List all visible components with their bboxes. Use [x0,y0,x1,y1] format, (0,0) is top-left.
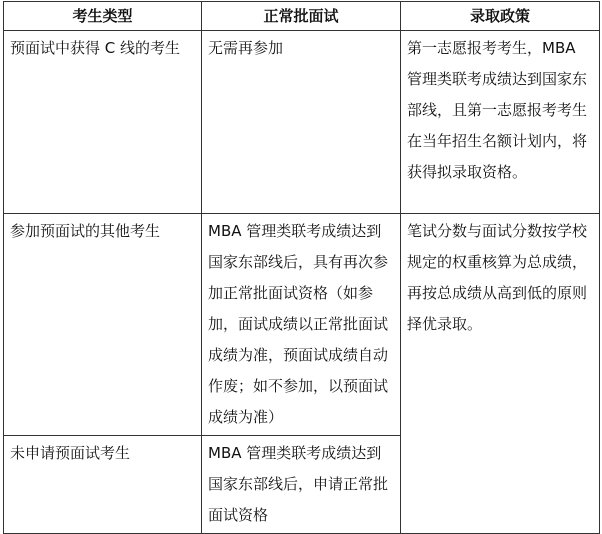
header-regular-interview: 正常批面试 [202,2,401,31]
cell-regular-interview: MBA 管理类联考成绩达到国家东部线后，申请正常批面试资格 [202,436,401,534]
cell-admission-policy: 笔试分数与面试分数按学校规定的权重核算为总成绩，再按总成绩从高到低的原则择优录取。 [401,214,600,534]
cell-regular-interview: 无需再参加 [202,31,401,214]
cell-candidate-type: 参加预面试的其他考生 [4,214,202,436]
table-row [4,214,600,436]
header-admission-policy: 录取政策 [401,2,600,31]
header-candidate-type: 考生类型 [4,2,202,31]
table-row [4,31,600,214]
cell-regular-interview: MBA 管理类联考成绩达到国家东部线后，具有再次参加正常批面试资格（如参加，面试成绩以正常批面试成绩为准，预面试成绩自动作废；如不参加，以预面试成绩为准） [202,214,401,436]
cell-candidate-type: 预面试中获得 C 线的考生 [4,31,202,214]
admission-policy-table [3,1,600,534]
table-header-row [4,2,600,31]
cell-admission-policy: 第一志愿报考考生，MBA 管理类联考成绩达到国家东部线，且第一志愿报考考生在当年招生名额计划内，将获得拟录取资格。 [401,31,600,214]
cell-candidate-type: 未申请预面试考生 [4,436,202,534]
